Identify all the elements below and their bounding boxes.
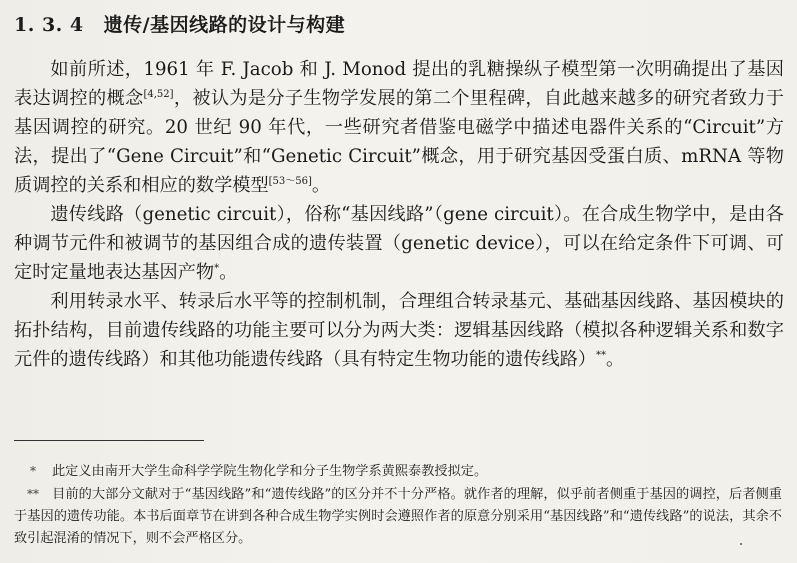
footnote-1	[14, 460, 782, 483]
footnote-divider	[14, 440, 204, 441]
footnote-ref: **	[596, 350, 607, 361]
body-text	[14, 55, 784, 374]
paragraph-2-text-a: 遗传线路（genetic circuit），俗称“基因线路”（gene circuit）。在合成生物学中，是由各种调节元件和被调节的基因组合成的遗传装置（genetic device），可以在给定条件下可调、可定时定量地表达基因产物	[14, 204, 784, 283]
paragraph-1-text-b: ，被认为是分子生物学发展的第二个里程碑，自此越来越多的研究者致力于基因调控的研究。20 世纪 90 年代，一些研究者借鉴电磁学中描述电器件关系的“Circuit”方法，提出了“Gene Circuit”和“Genetic Circuit”概念，用于研究基因受蛋白质、mRNA 等物质调控的关系和相应的数学模型	[14, 88, 784, 196]
citation-ref: [4,52]	[143, 89, 174, 100]
footnote-text: 此定义由南开大学生命科学学院生物化学和分子生物学系黄熙泰教授拟定。	[52, 464, 488, 479]
paragraph-3-text-b: 。	[606, 349, 625, 370]
section-number: 1. 3. 4	[14, 14, 84, 36]
paragraph-3-text-a: 利用转录水平、转录后水平等的控制机制，合理组合转录基元、基础基因线路、基因模块的拓扑结构，目前遗传线路的功能主要可以分为两大类：逻辑基因线路（模拟各种逻辑关系和数字元件的遗传线路）和其他功能遗传线路（具有特定生物功能的遗传线路）	[14, 291, 784, 370]
section-title: 遗传/基因线路的设计与构建	[103, 14, 346, 36]
paragraph-2-text-b: 。	[219, 262, 238, 283]
footnote-ref: *	[214, 263, 220, 274]
footnote-mark: *	[30, 464, 36, 478]
page-speck	[740, 543, 742, 545]
citation-ref: [53～56]	[268, 176, 312, 187]
paragraph-3	[14, 287, 784, 374]
footnotes	[14, 460, 782, 550]
paragraph-1	[14, 55, 784, 200]
paragraph-1-text-c: 。	[311, 175, 331, 196]
paragraph-2	[14, 200, 784, 287]
paragraph-1-text-a: 如前所述，1961 年 F. Jacob 和 J. Monod 提出的乳糖操纵子模型第一次明确提出了基因表达调控的概念	[14, 59, 784, 109]
footnote-text: 目前的大部分文献对于“基因线路”和“遗传线路”的区分并不十分严格。就作者的理解，似乎前者侧重于基因的调控，后者侧重于基因的遗传功能。本书后面章节在讲到各种合成生物学实例时会遵照作者的原意分别采用“基因线路”和“遗传线路”的说法，其余不致引起混淆的情况下，则不会严格区分。	[14, 487, 782, 546]
footnote-2	[14, 483, 782, 550]
section-heading	[14, 10, 345, 37]
footnote-mark: **	[27, 487, 39, 501]
